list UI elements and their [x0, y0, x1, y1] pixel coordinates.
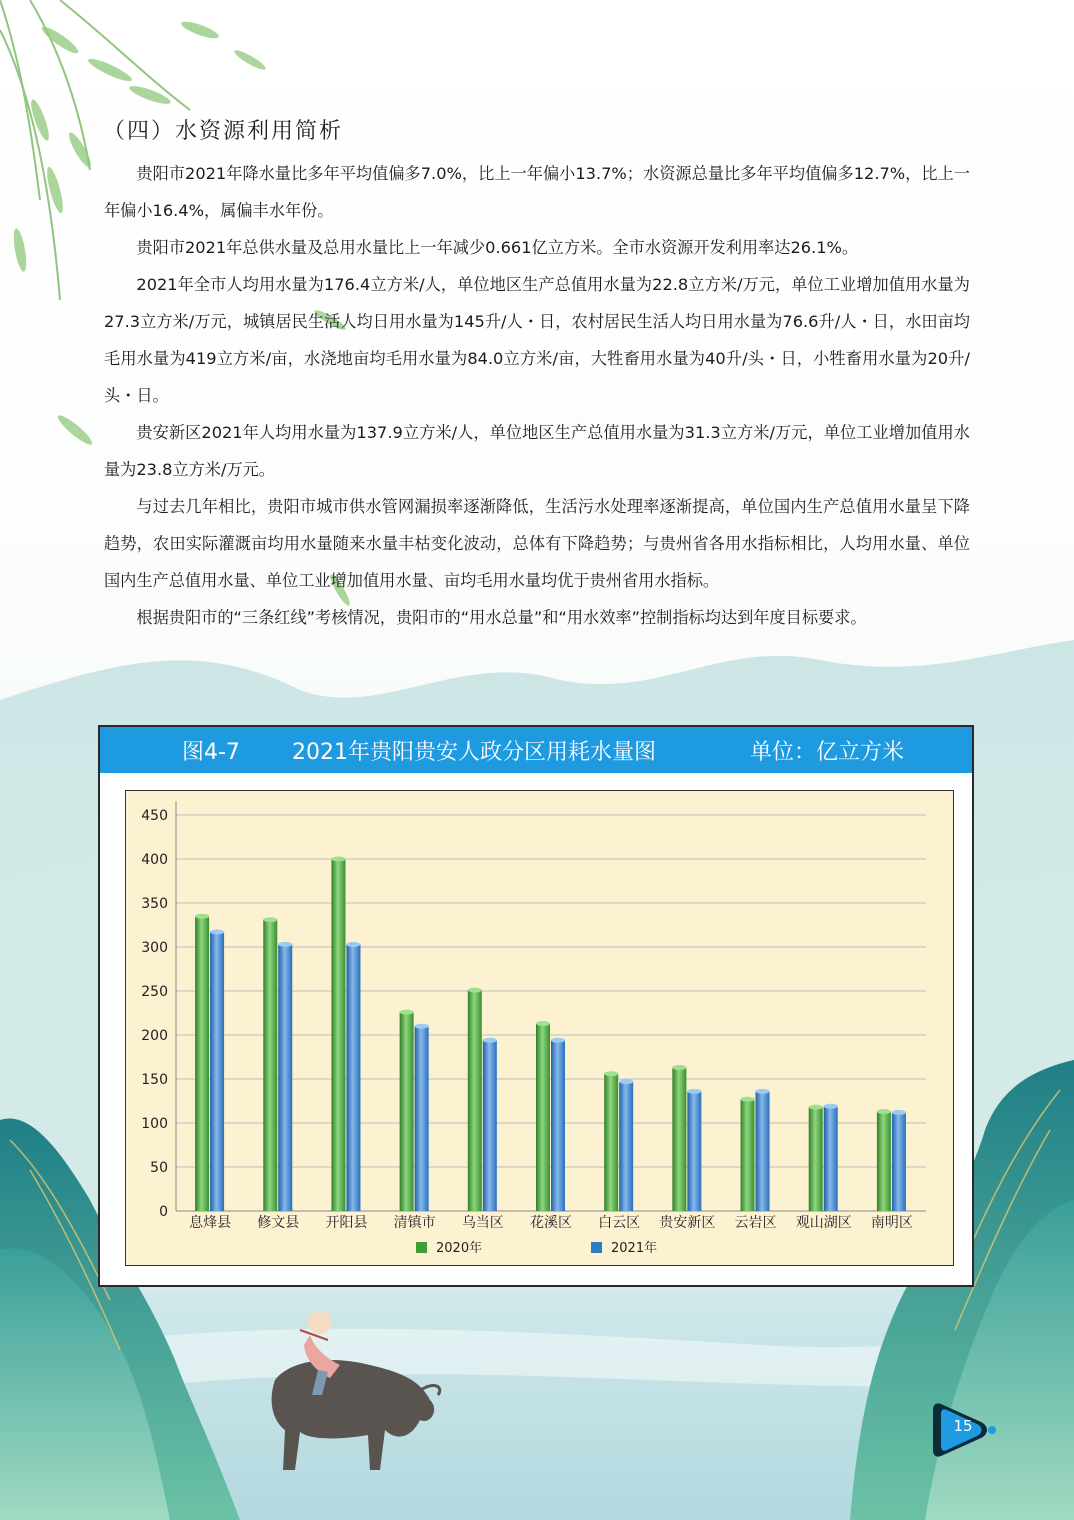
y-tick-label: 250 [141, 984, 168, 1000]
bar-cap [331, 857, 345, 862]
bar-2021年 [210, 932, 224, 1211]
y-tick-label: 50 [150, 1160, 168, 1176]
x-tick-label: 云岩区 [734, 1215, 777, 1231]
section-title: （四）水资源利用简析 [103, 119, 344, 144]
y-tick-label: 200 [141, 1028, 168, 1044]
bar-cap [536, 1021, 550, 1026]
chart-header [100, 727, 972, 773]
bar-cap [687, 1089, 701, 1094]
bar-2021年 [346, 944, 360, 1211]
chart-title: 2021年贵阳贵安人政分区用耗水量图 [292, 739, 656, 765]
bar-cap [278, 942, 292, 947]
bar-cap [741, 1097, 755, 1102]
paragraph: 贵阳市2021年降水量比多年平均值偏多7.0%，比上一年偏小13.7%；水资源总量比多年平均值偏多12.7%，比上一年偏小16.4%，属偏丰水年份。 [104, 164, 970, 220]
y-tick-label: 0 [159, 1204, 168, 1220]
paragraph: 贵安新区2021年人均用水量为137.9立方米/人，单位地区生产总值用水量为31.3立方米/万元，单位工业增加值用水量为23.8立方米/万元。 [104, 423, 970, 479]
bar-cap [468, 988, 482, 993]
chart-figure-number: 图4-7 [182, 739, 240, 765]
bar-cap [483, 1038, 497, 1043]
legend-label: 2020年 [436, 1241, 483, 1256]
bar-2021年 [278, 944, 292, 1211]
bar-cap [619, 1079, 633, 1084]
bar-2021年 [415, 1026, 429, 1211]
y-tick-label: 450 [141, 808, 168, 824]
legend-label: 2021年 [611, 1241, 658, 1256]
y-tick-label: 350 [141, 896, 168, 912]
paragraph: 根据贵阳市的“三条红线”考核情况，贵阳市的“用水总量”和“用水效率”控制指标均达到年度目标要求。 [136, 608, 867, 627]
bar-cap [346, 942, 360, 947]
x-tick-label: 息烽县 [189, 1215, 232, 1231]
bar-cap [756, 1089, 770, 1094]
plot-area [125, 790, 954, 1266]
bar-cap [892, 1110, 906, 1115]
bar-2020年 [604, 1074, 618, 1211]
bar-2021年 [824, 1106, 838, 1211]
bar-chart [126, 791, 953, 1265]
x-tick-label: 清镇市 [393, 1215, 436, 1231]
bar-2021年 [619, 1082, 633, 1211]
bar-cap [415, 1024, 429, 1029]
bar-2020年 [195, 916, 209, 1211]
x-tick-label: 观山湖区 [795, 1215, 852, 1231]
bar-2020年 [331, 859, 345, 1211]
x-tick-label: 南明区 [870, 1215, 913, 1231]
bar-cap [824, 1104, 838, 1109]
bar-cap [604, 1071, 618, 1076]
bar-2020年 [672, 1068, 686, 1211]
paragraph: 贵阳市2021年总供水量及总用水量比上一年减少0.661亿立方米。全市水资源开发利用率达26.1%。 [136, 238, 859, 257]
bar-2020年 [741, 1099, 755, 1211]
bar-2020年 [263, 920, 277, 1211]
body-text [104, 155, 970, 636]
bar-cap [195, 914, 209, 919]
bar-2021年 [483, 1040, 497, 1211]
paragraph: 与过去几年相比，贵阳市城市供水管网漏损率逐渐降低，生活污水处理率逐渐提高，单位国内生产总值用水量呈下降趋势，农田实际灌溉亩均用水量随来水量丰枯变化波动，总体有下降趋势；与贵州省各用水指标相比，人均用水量、单位国内生产总值用水量、单位工业增加值用水量、亩均毛用水量均优于贵州省用水指标。 [104, 497, 970, 590]
bar-2021年 [756, 1091, 770, 1211]
page-number: 15 [953, 1417, 973, 1435]
bar-cap [263, 917, 277, 922]
bar-2020年 [400, 1012, 414, 1211]
chart-container [98, 725, 974, 1287]
bar-cap [400, 1010, 414, 1015]
legend-swatch [591, 1242, 602, 1253]
y-tick-label: 400 [141, 852, 168, 868]
bar-2020年 [877, 1112, 891, 1211]
x-tick-label: 乌当区 [461, 1215, 504, 1231]
y-tick-label: 150 [141, 1072, 168, 1088]
paragraph: 2021年全市人均用水量为176.4立方米/人，单位地区生产总值用水量为22.8立方米/万元，单位工业增加值用水量为27.3立方米/万元，城镇居民生活人均日用水量为145升/人・日，农村居民生活人均日用水量为76.6升/人・日，水田亩均毛用水量为419立方米/亩，水浇地亩均毛用水量为84.0立方米/亩，大牲畜用水量为40升/头・日，小牲畜用水量为20升/头・日。 [104, 275, 970, 405]
bar-cap [210, 930, 224, 935]
bar-cap [672, 1065, 686, 1070]
x-tick-label: 花溪区 [530, 1215, 572, 1231]
bar-2021年 [687, 1091, 701, 1211]
bar-2020年 [809, 1107, 823, 1211]
y-tick-label: 300 [141, 940, 168, 956]
x-tick-label: 开阳县 [325, 1215, 368, 1231]
bar-2021年 [892, 1112, 906, 1211]
legend-swatch [416, 1242, 427, 1253]
chart-unit: 单位：亿立方米 [750, 739, 905, 765]
y-tick-label: 100 [141, 1116, 168, 1132]
x-tick-label: 修文县 [257, 1215, 300, 1231]
bar-cap [551, 1038, 565, 1043]
x-tick-label: 白云区 [598, 1215, 641, 1231]
bar-2020年 [536, 1024, 550, 1211]
bar-2020年 [468, 990, 482, 1211]
bar-cap [877, 1109, 891, 1114]
x-tick-label: 贵安新区 [659, 1215, 716, 1231]
bar-2021年 [551, 1040, 565, 1211]
bar-cap [809, 1105, 823, 1110]
